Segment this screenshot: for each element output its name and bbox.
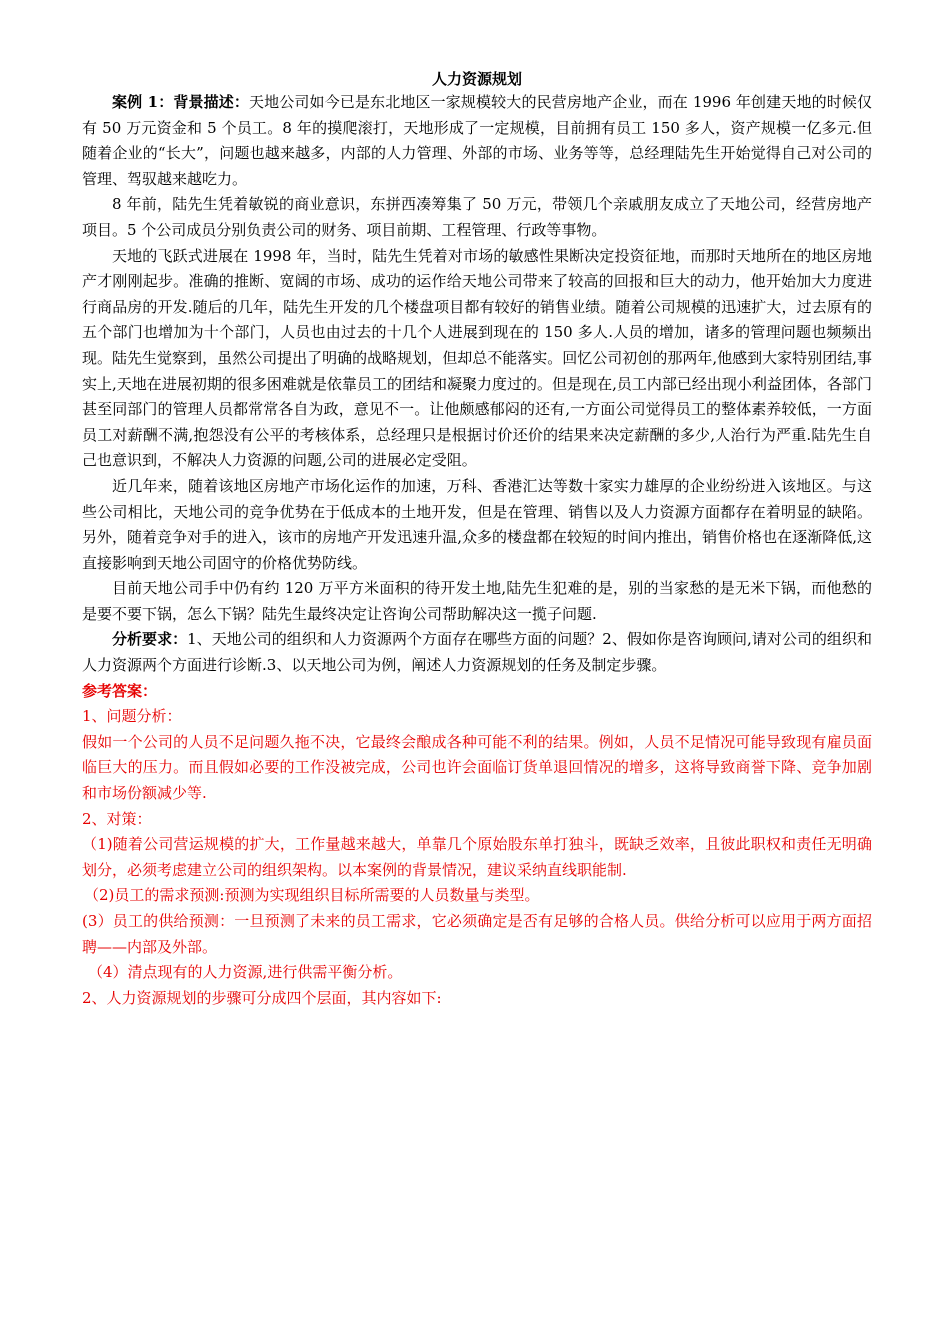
answer-item-3: (3）员工的供给预测：一旦预测了未来的员工需求，它必须确定是否有足够的合格人员。供给分析可以应用于两方面招聘——内部及外部。: [82, 912, 872, 956]
case-paragraph-1: [82, 90, 872, 192]
answer-heading: 参考答案：: [82, 681, 158, 700]
answer-section-1-text: 假如一个公司的人员不足问题久拖不决，它最终会酿成各种可能不利的结果。例如，人员不足情况可能导致现有雇员面临巨大的压力。而且假如必要的工作没被完成，公司也许会面临订货单退回情况的增多，这将导致商誉下降、竞争加剧和市场份额减少等.: [82, 732, 872, 803]
case-paragraph-4: 近几年来，随着该地区房地产市场化运作的加速，万科、香港汇达等数十家实力雄厚的企业纷纷进入该地区。与这些公司相比，天地公司的竞争优势在于低成本的土地开发，但是在管理、销售以及人力资源方面都存在着明显的缺陷。另外，随着竞争对手的进入，该市的房地产开发迅速升温,众多的楼盘都在较短的时间内推出，销售价格也在逐渐降低,这直接影响到天地公司固守的价格优势防线。: [82, 476, 872, 572]
answer-section-3-title: 2、人力资源规划的步骤可分成四个层面，其内容如下:: [82, 988, 442, 1007]
answer-item-1: （1)随着公司营运规模的扩大，工作量越来越大，单靠几个原始股东单打独斗，既缺乏效率，且彼此职权和责任无明确划分，必须考虑建立公司的组织架构。以本案例的背景情况，建议采纳直线职能制.: [82, 835, 872, 879]
answer-item-2: （2)员工的需求预测:预测为实现组织目标所需要的人员数量与类型。: [84, 886, 540, 905]
case-paragraph-3: 天地的飞跃式进展在 1998 年，当时，陆先生凭着对市场的敏感性果断决定投资征地，而那时天地所在的地区房地产才刚刚起步。准确的推断、宽阔的市场、成功的运作给天地公司带来了较高的回报和巨大的动力，他开始加大力度进行商品房的开发.随后的几年，陆先生开发的几个楼盘项目都有较好的销售业绩。随着公司规模的迅速扩大，过去原有的五个部门也增加为十个部门，人员也由过去的十几个人进展到现在的 150 多人.人员的增加，诸多的管理问题也频频出现。陆先生觉察到，虽然公司提出了明确的战略规划，但却总不能落实。回忆公司初创的那两年,他感到大家特别团结,事实上,天地在进展初期的很多困难就是依靠员工的团结和凝聚力度过的。但是现在,员工内部已经出现小利益团体，各部门甚至同部门的管理人员都常常各自为政，意见不一。让他颇感郁闷的还有,一方面公司觉得员工的整体素养较低，一方面员工对薪酬不满,抱怨没有公平的考核体系，总经理只是根据讨价还价的结果来决定薪酬的多少,人治行为严重.陆先生自己也意识到，不解决人力资源的问题,公司的进展必定受阻。: [82, 246, 872, 470]
reference-answer-section: [82, 679, 872, 1012]
answer-section-1-title: 1、问题分析：: [82, 707, 182, 726]
case-paragraph-2: 8 年前，陆先生凭着敏锐的商业意识，东拼西凑筹集了 50 万元，带领几个亲戚朋友成立了天地公司，经营房地产项目。5 个公司成员分别负责公司的财务、项目前期、工程管理、行政等事物。: [82, 195, 872, 239]
answer-section-2-title: 2、对策：: [82, 809, 152, 828]
requirements-text: 1、天地公司的组织和人力资源两个方面存在哪些方面的问题？2、假如你是咨询顾问,请对公司的组织和人力资源两个方面进行诊断.3、以天地公司为例，阐述人力资源规划的任务及制定步骤。: [82, 630, 872, 675]
answer-item-4: （4）清点现有的人力资源,进行供需平衡分析。: [88, 963, 403, 982]
requirements-label: 分析要求：: [112, 630, 188, 649]
document-title: 人力资源规划: [431, 70, 522, 88]
case-paragraph-1-text: 天地公司如今已是东北地区一家规模较大的民营房地产企业，而在 1996 年创建天地的时候仅有 50 万元资金和 5 个员工。8 年的摸爬滚打，天地形成了一定规模，目前拥有员工 150 多人，资产规模一亿多元.但随着企业的“长大”，问题也越来越多，内部的人力管理、外部的市场、业务等等，总经理陆先生开始觉得自己对公司的管理、驾驭越来越吃力。: [82, 93, 872, 188]
case-paragraph-5: 目前天地公司手中仍有约 120 万平方米面积的待开发土地,陆先生犯难的是，别的当家愁的是无米下锅，而他愁的是要不要下锅，怎么下锅？陆先生最终决定让咨询公司帮助解决这一揽子问题.: [82, 579, 872, 623]
document-page: [82, 66, 872, 1011]
case-label: 案例 1：背景描述：: [112, 93, 250, 111]
analysis-requirements: [82, 627, 872, 678]
